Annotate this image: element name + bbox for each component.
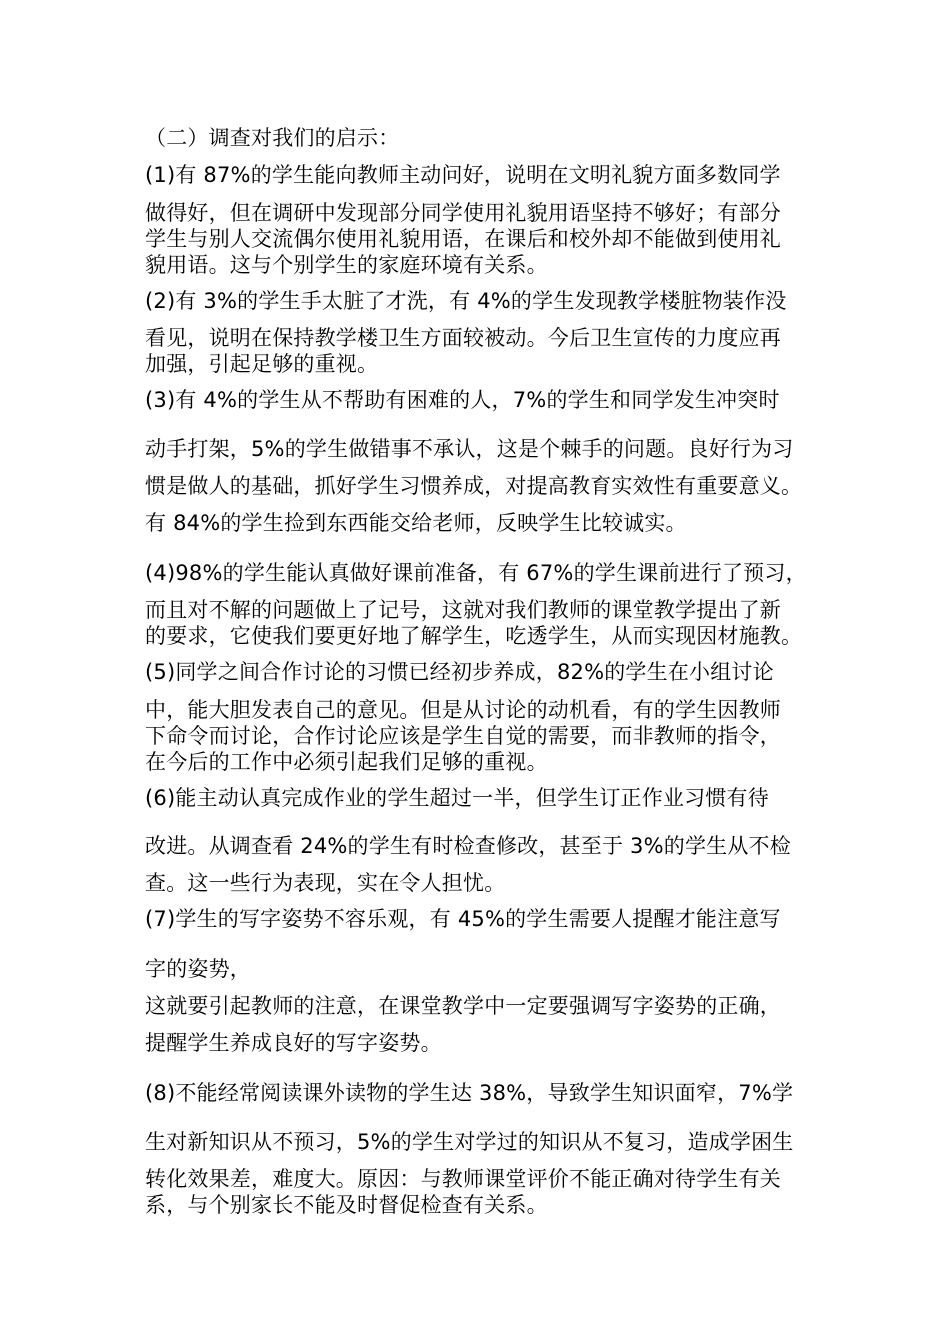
text-line: 下命令而讨论，合作讨论应该是学生自觉的需要，而非教师的指令， (145, 724, 781, 748)
text-line: (2)有 3%的学生手太脏了才洗，有 4%的学生发现教学楼脏物装作没 (145, 289, 787, 313)
text-line: 转化效果差，难度大。原因：与教师课堂评价不能正确对待学生有关 (145, 1167, 781, 1191)
text-line: 动手打架，5%的学生做错事不承认，这是个棘手的问题。良好行为习 (145, 437, 794, 461)
text-line: 的要求，它使我们要更好地了解学生，吃透学生，从而实现因材施教。 (145, 624, 803, 648)
text-line: 系，与个别家长不能及时督促检查有关系。 (145, 1193, 548, 1217)
text-line: (8)不能经常阅读课外读物的学生达 38%，导致学生知识面窄，7%学 (145, 1081, 794, 1105)
text-line: (6)能主动认真完成作业的学生超过一半，但学生订正作业习惯有待 (145, 786, 769, 810)
text-line: (7)学生的写字姿势不容乐观，有 45%的学生需要人提醒才能注意写 (145, 907, 781, 931)
text-line: 生对新知识从不预习，5%的学生对学过的知识从不复习，造成学困生 (145, 1130, 794, 1154)
text-line: (5)同学之间合作讨论的习惯已经初步养成，82%的学生在小组讨论 (145, 660, 774, 684)
text-line: 惯是做人的基础，抓好学生习惯养成，对提高教育实效性有重要意义。 (145, 474, 803, 498)
text-line: 查。这一些行为表现，实在令人担忧。 (145, 871, 506, 895)
text-line: (4)98%的学生能认真做好课前准备，有 67%的学生课前进行了预习， (145, 561, 807, 585)
text-line: (3)有 4%的学生从不帮助有困难的人，7%的学生和同学发生冲突时 (145, 388, 780, 412)
section-heading: （二）调查对我们的启示： (145, 126, 400, 150)
text-line: 貌用语。这与个别学生的家庭环境有关系。 (145, 253, 548, 277)
text-line: (1)有 87%的学生能向教师主动问好，说明在文明礼貌方面多数同学 (145, 163, 781, 187)
text-line: 加强，引起足够的重视。 (145, 352, 379, 376)
text-line: 有 84%的学生捡到东西能交给老师，反映学生比较诚实。 (145, 511, 687, 535)
text-line: 学生与别人交流偶尔使用礼貌用语，在课后和校外却不能做到使用礼 (145, 227, 781, 251)
text-line: 中，能大胆发表自己的意见。但是从讨论的动机看，有的学生因教师 (145, 698, 781, 722)
text-line: 做得好，但在调研中发现部分同学使用礼貌用语坚持不够好；有部分 (145, 201, 781, 225)
text-line: 而且对不解的问题做上了记号，这就对我们教师的课堂教学提出了新 (145, 598, 781, 622)
text-line: 在今后的工作中必须引起我们足够的重视。 (145, 750, 548, 774)
text-line: 改进。从调查看 24%的学生有时检查修改，甚至于 3%的学生从不检 (145, 834, 791, 858)
text-line: 字的姿势， (145, 957, 251, 981)
text-line: 提醒学生养成良好的写字姿势。 (145, 1031, 442, 1055)
text-line: 这就要引起教师的注意，在课堂教学中一定要强调写字姿势的正确， (145, 994, 781, 1018)
text-line: 看见，说明在保持教学楼卫生方面较被动。今后卫生宣传的力度应再 (145, 326, 781, 350)
